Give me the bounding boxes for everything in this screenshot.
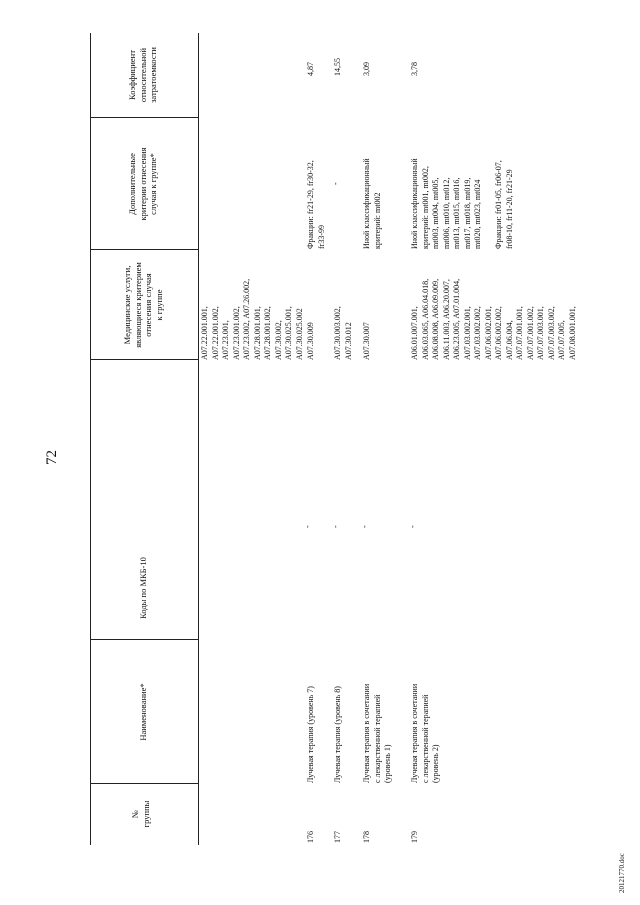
col-divider-1 xyxy=(90,783,198,784)
row-178-codes: - xyxy=(360,525,369,528)
header-coefficient: Коэффициент относительной затратоемкости xyxy=(127,47,158,103)
row-179-coeff: 3,78 xyxy=(410,62,419,76)
row-178-coeff: 3,09 xyxy=(362,62,371,76)
row-176-coeff: 4,87 xyxy=(306,62,315,76)
row-179-number: 179 xyxy=(410,831,419,843)
row-178-number: 178 xyxy=(362,831,371,843)
col-divider-2 xyxy=(90,639,198,640)
row-179-services: A06.01.007.001, A06.03.065, A06.04.018, A06.08.008, A06.09.009, A06.11.003, A06.20.007, A06.23.005, A07.01.004, A07.03.002.001, A07.03.002.002, A07.06.002.001, A07.06.002.002, A07.06.004, A07.07.001.001, A07.07.001.002, A07.07.003.001, A07.07.003.002, A07.07.005, A07.08.001.001, xyxy=(410,278,577,360)
row-177-name: Лучевая терапия (уровень 8) xyxy=(333,686,342,783)
row-179-extra: Иной классификационный критерий: mt001, mt002, mt003, mt004, mt005, mt006, mt010, mt012, mt013, mt015, mt016, mt017, mt018, mt019, mt020, mt023, mt024 Фракции: fr01-05, fr06-07, fr08-10, fr11-20, fr21-29 xyxy=(410,158,514,249)
header-services: Медицинские услуги, являющиеся критерием отнесения случая к группе xyxy=(122,262,164,348)
row-178-services: A07.30.007 xyxy=(362,322,371,360)
row-179-name: Лучевая терапия в сочетании с лекарственной терапией (уровень 2) xyxy=(410,683,440,783)
header-icd-codes: Коды по МКБ-10 xyxy=(138,557,148,619)
row-177-number: 177 xyxy=(333,831,342,843)
row-177-coeff: 14,55 xyxy=(333,58,342,76)
row-178-name: Лучевая терапия в сочетании с лекарственной терапией (уровень 1) xyxy=(362,683,392,783)
footer-filename: 20121770.doc xyxy=(618,853,626,893)
row-176-services: A07.30.009 xyxy=(306,322,315,360)
row-177-codes: - xyxy=(331,525,340,528)
col-divider-3 xyxy=(90,359,198,360)
row-176-name: Лучевая терапия (уровень 7) xyxy=(306,686,315,783)
row-179-codes: - xyxy=(408,525,417,528)
header-extra-criteria: Дополнительные критерии отнесения случая к группе* xyxy=(127,147,158,221)
row-177-extra: - xyxy=(331,182,340,185)
row-176-codes: - xyxy=(303,525,312,528)
col-divider-4 xyxy=(90,249,198,250)
carry-over-services: A07.22.001.001, A07.22.001.002, A07.23.001, A07.23.001.002, A07.23.002, A07.26.002, A07.28.001.001, A07.28.001.002, A07.30.002, A07.30.025.001, A07.30.025.002 xyxy=(200,278,304,360)
header-group-no: № группы xyxy=(130,800,151,828)
row-176-number: 176 xyxy=(306,831,315,843)
table-top-rule xyxy=(90,33,91,845)
col-divider-5 xyxy=(90,117,198,118)
row-178-extra: Иной классификационный критерий: mt002 xyxy=(362,158,382,249)
row-176-extra: Фракции: fr21-29, fr30-32, fr33-99 xyxy=(306,160,326,249)
header-bottom-rule xyxy=(198,33,199,845)
row-177-services: A07.30.003.002, A07.30.012 xyxy=(333,306,353,360)
header-name: Наименование* xyxy=(138,683,148,741)
page-number: 72 xyxy=(44,450,60,465)
